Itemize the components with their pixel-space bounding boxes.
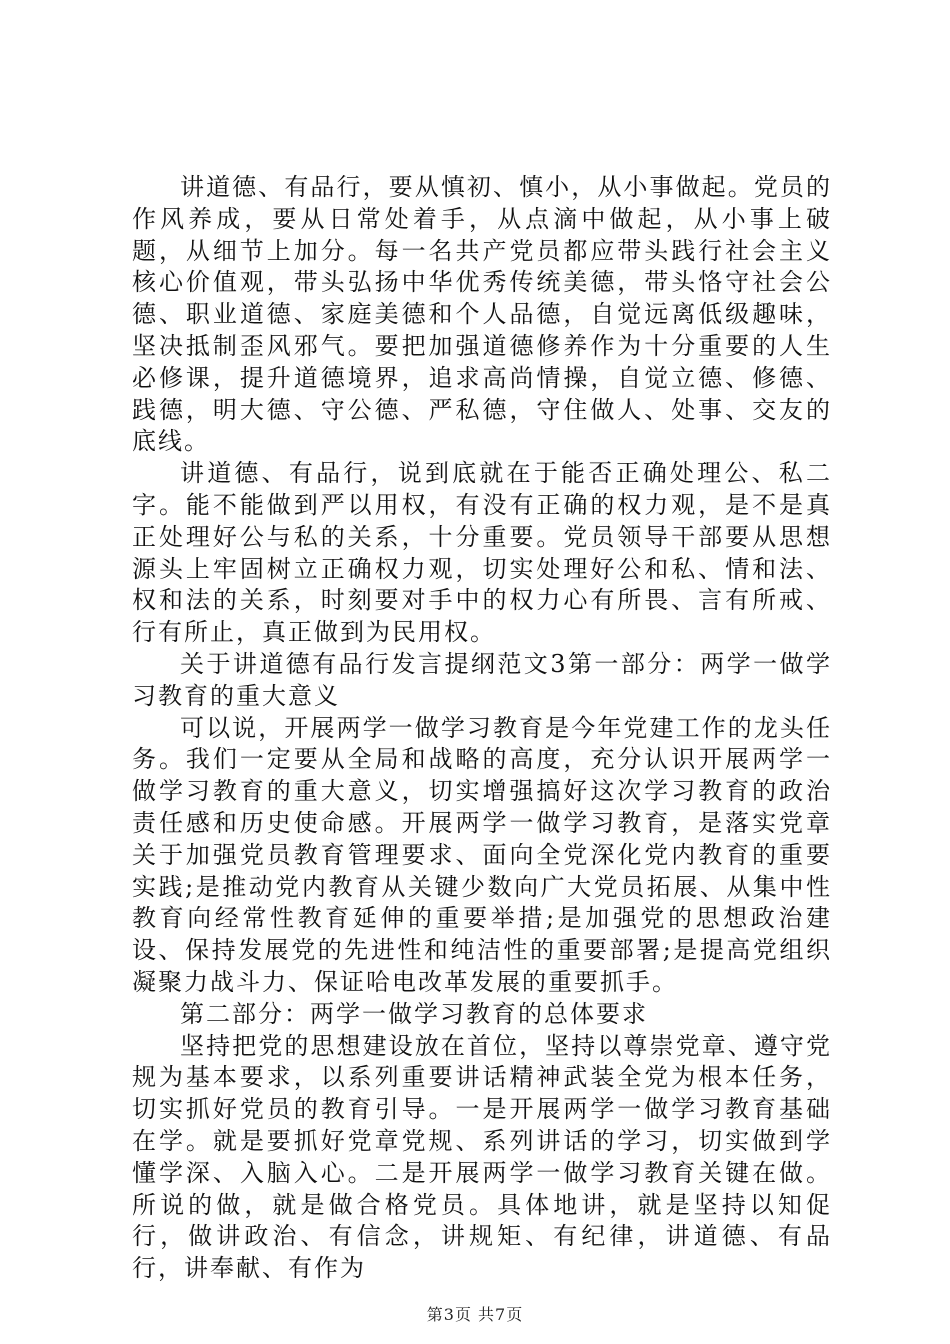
paragraph-2: 讲道德、有品行，说到底就在于能否正确处理公、私二字。能不能做到严以用权，有没有正确的权力观，是不是真正处理好公与私的关系，十分重要。党员领导干部要从思想源头上牢固树立正确权力观，切实处理好公和私、情和法、权和法的关系，时刻要对手中的权力心有所畏、言有所戒、行有所止，真正做到为民用权。	[132, 459, 832, 647]
document-body	[132, 172, 832, 1285]
paragraph-4: 坚持把党的思想建设放在首位，坚持以尊崇党章、遵守党规为基本要求，以系列重要讲话精神武装全党为根本任务，切实抓好党员的教育引导。一是开展两学一做学习教育基础在学。就是要抓好党章党规、系列讲话的学习，切实做到学懂学深、入脑入心。二是开展两学一做学习教育关键在做。所说的做，就是做合格党员。具体地讲，就是坚持以知促行，做讲政治、有信念，讲规矩、有纪律，讲道德、有品行，讲奉献、有作为	[132, 1031, 832, 1283]
page-number-footer: 第3页 共7页	[426, 1305, 524, 1324]
section-heading-part-2: 第二部分：两学一做学习教育的总体要求	[180, 999, 648, 1028]
section-heading-part-1: 关于讲道德有品行发言提纲范文3第一部分：两学一做学习教育的重大意义	[132, 649, 832, 710]
paragraph-1: 讲道德、有品行，要从慎初、慎小，从小事做起。党员的作风养成，要从日常处着手，从点滴中做起，从小事上破题，从细节上加分。每一名共产党员都应带头践行社会主义核心价值观，带头弘扬中华优秀传统美德，带头恪守社会公德、职业道德、家庭美德和个人品德，自觉远离低级趣味，坚决抵制歪风邪气。要把加强道德修养作为十分重要的人生必修课，提升道德境界，追求高尚情操，自觉立德、修德、践德，明大德、守公德、严私德，守住做人、处事、交友的底线。	[132, 173, 832, 456]
paragraph-3: 可以说，开展两学一做学习教育是今年党建工作的龙头任务。我们一定要从全局和战略的高度，充分认识开展两学一做学习教育的重大意义，切实增强搞好这次学习教育的政治责任感和历史使命感。开展两学一做学习教育，是落实党章关于加强党员教育管理要求、面向全党深化党内教育的重要实践;是推动党内教育从关键少数向广大党员拓展、从集中性教育向经常性教育延伸的重要举措;是加强党的思想政治建设、保持发展党的先进性和纯洁性的重要部署;是提高党组织凝聚力战斗力、保证哈电改革发展的重要抓手。	[132, 713, 832, 996]
